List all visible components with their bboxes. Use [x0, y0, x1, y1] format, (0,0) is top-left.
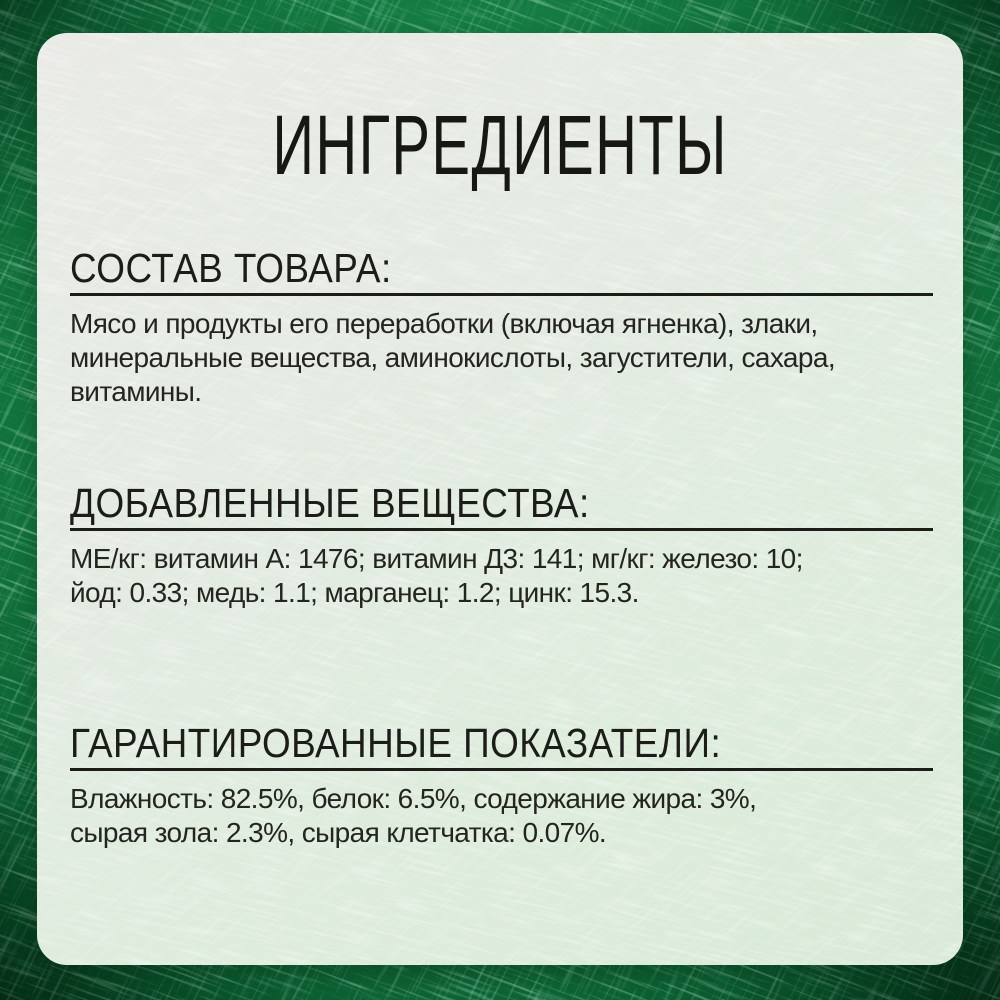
- guaranteed-analysis-body: [70, 782, 933, 850]
- added-substances-body: [70, 542, 933, 610]
- section-composition: [70, 243, 933, 409]
- card-content: [37, 33, 963, 965]
- ingredients-card: [37, 33, 963, 965]
- composition-divider-line: [70, 293, 933, 296]
- added-substances-heading: ДОБАВЛЕННЫЕ ВЕЩЕСТВА:: [70, 480, 590, 526]
- section-added-substances: [70, 478, 933, 610]
- guaranteed-analysis-line: сырая зола: 2.3%, сырая клетчатка: 0.07%.: [70, 817, 607, 848]
- section-guaranteed-analysis: [70, 718, 933, 850]
- added-substances-line: МЕ/кг: витамин А: 1476; витамин Д3: 141; мг/кг: железо: 10;: [70, 543, 803, 574]
- composition-body: [70, 307, 933, 409]
- composition-line: минеральные вещества, аминокислоты, загустители, сахара,: [70, 342, 836, 373]
- page-title: [37, 99, 963, 191]
- guaranteed-analysis-heading: ГАРАНТИРОВАННЫЕ ПОКАЗАТЕЛИ:: [70, 720, 722, 766]
- guaranteed-analysis-line: Влажность: 82.5%, белок: 6.5%, содержание жира: 3%,: [70, 783, 757, 814]
- page-title-text: ИНГРЕДИЕНТЫ: [272, 98, 728, 192]
- added-substances-line: йод: 0.33; медь: 1.1; марганец: 1.2; цинк: 15.3.: [70, 577, 639, 608]
- added-substances-divider-line: [70, 528, 933, 531]
- guaranteed-analysis-divider-line: [70, 768, 933, 771]
- composition-line: витамины.: [70, 376, 202, 407]
- composition-line: Мясо и продукты его переработки (включая ягненка), злаки,: [70, 308, 818, 339]
- composition-heading: СОСТАВ ТОВАРА:: [70, 245, 392, 291]
